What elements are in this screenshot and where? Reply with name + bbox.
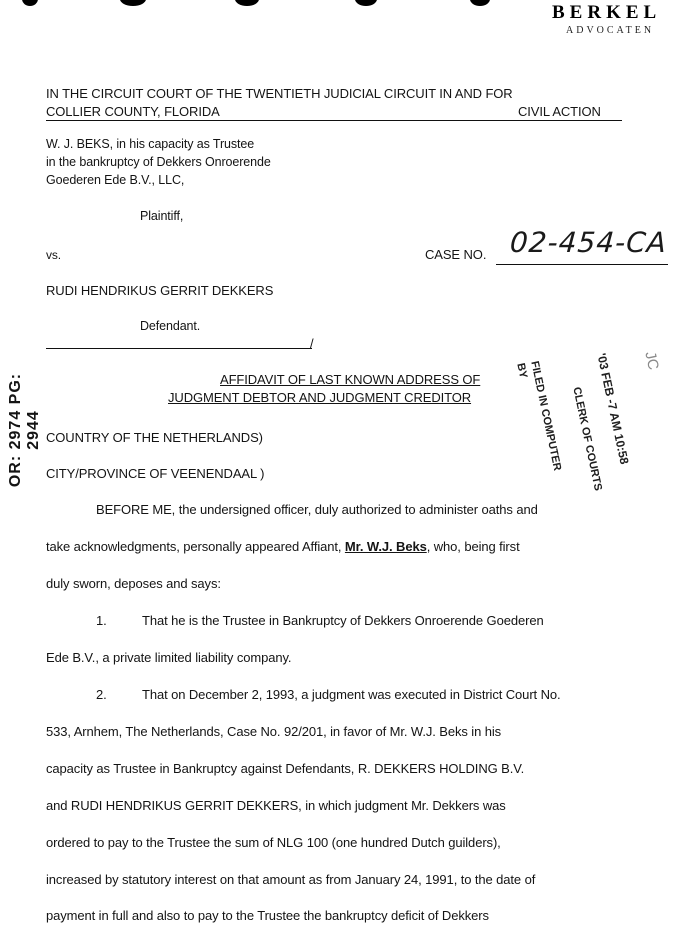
affidavit-title-line1: AFFIDAVIT OF LAST KNOWN ADDRESS OF xyxy=(220,372,481,387)
item1-line2: Ede B.V., a private limited liability company. xyxy=(46,650,292,665)
scan-mark xyxy=(235,0,259,6)
scan-mark xyxy=(22,0,38,6)
affidavit-title-line2: JUDGMENT DEBTOR AND JUDGMENT CREDITOR xyxy=(168,390,472,405)
stamp-date: '03 FEB -7 AM 10:58 xyxy=(594,352,632,466)
scan-mark xyxy=(120,0,146,6)
item2-line7: payment in full and also to pay to the Trustee the bankruptcy deficit of Dekkers xyxy=(46,908,489,923)
para1-line3: duly sworn, deposes and says: xyxy=(46,576,221,591)
item2-line3: capacity as Trustee in Bankruptcy against Defendants, R. DEKKERS HOLDING B.V. xyxy=(46,761,525,776)
stamp-filed-in-computer: FILED IN COMPUTER xyxy=(528,360,564,472)
stamp-clerk: CLERK OF COURTS xyxy=(570,386,604,492)
item2-line5: ordered to pay to the Trustee the sum of NLG 100 (one hundred Dutch guilders), xyxy=(46,835,501,850)
item2-line1: That on December 2, 1993, a judgment was executed in District Court No. xyxy=(142,687,561,702)
letterhead-brand: BERKEL xyxy=(552,2,662,23)
court-caption-line1: IN THE CIRCUIT COURT OF THE TWENTIETH JUDICIAL CIRCUIT IN AND FOR xyxy=(46,86,513,101)
case-number-label: CASE NO. xyxy=(425,247,487,262)
defendant-role: Defendant. xyxy=(140,319,201,333)
stamp-initials: JC xyxy=(641,350,662,372)
para1-line2: take acknowledgments, personally appeared Affiant, Mr. W.J. Beks, who, being first xyxy=(46,539,520,554)
plaintiff-line3: Goederen Ede B.V., LLC, xyxy=(46,173,185,187)
letterhead-sub: ADVOCATEN xyxy=(566,25,655,36)
plaintiff-role: Plaintiff, xyxy=(140,209,184,223)
plaintiff-line2: in the bankruptcy of Dekkers Onroerende xyxy=(46,155,271,169)
para1-line1: BEFORE ME, the undersigned officer, duly authorized to administer oaths and xyxy=(96,502,538,517)
case-number-handwritten: 02-454-CA xyxy=(508,226,669,259)
plaintiff-line1: W. J. BEKS, in his capacity as Trustee xyxy=(46,137,255,151)
scan-mark xyxy=(355,0,377,6)
case-number-rule xyxy=(496,264,668,265)
court-caption-line2: COLLIER COUNTY, FLORIDA xyxy=(46,104,220,119)
item1-line1: That he is the Trustee in Bankruptcy of Dekkers Onroerende Goederen xyxy=(142,613,544,628)
item2-line4: and RUDI HENDRIKUS GERRIT DEKKERS, in which judgment Mr. Dekkers was xyxy=(46,798,506,813)
item2-number: 2. xyxy=(96,687,107,702)
stamp-by: BY xyxy=(514,362,530,380)
official-records-stamp: OR: 2974 PG: 2944 xyxy=(7,372,42,488)
clerk-filing-stamp xyxy=(514,340,700,540)
item2-line2: 533, Arnhem, The Netherlands, Case No. 92/201, in favor of Mr. W.J. Beks in his xyxy=(46,724,502,739)
affiant-name: Mr. W.J. Beks xyxy=(344,539,427,554)
item1-number: 1. xyxy=(96,613,107,628)
venue-country: COUNTRY OF THE NETHERLANDS) xyxy=(46,430,263,445)
civil-action-label: CIVIL ACTION xyxy=(518,104,601,119)
venue-city: CITY/PROVINCE OF VEENENDAAL ) xyxy=(46,466,265,481)
defendant-name: RUDI HENDRIKUS GERRIT DEKKERS xyxy=(46,283,274,298)
item2-line6: increased by statutory interest on that amount as from January 24, 1991, to the date of xyxy=(46,872,536,887)
defendant-rule xyxy=(46,348,312,349)
caption-slash: / xyxy=(310,336,314,351)
versus-label: vs. xyxy=(46,248,62,262)
caption-rule xyxy=(46,120,622,121)
scan-mark xyxy=(470,0,490,6)
